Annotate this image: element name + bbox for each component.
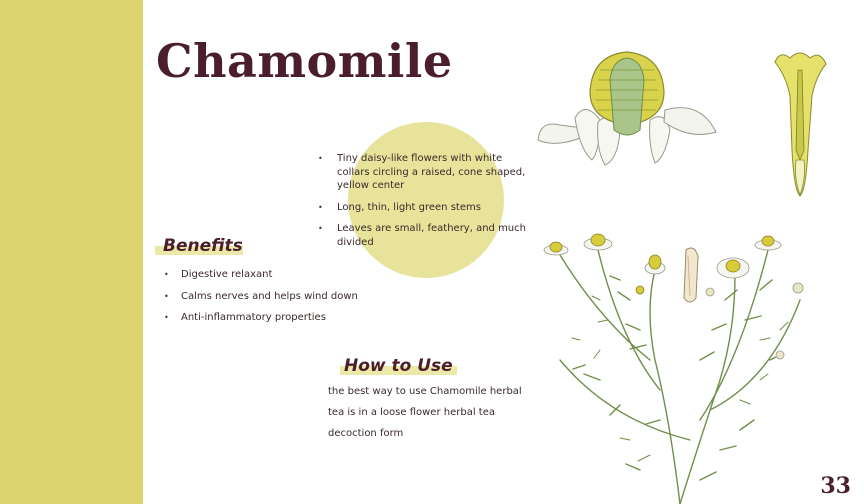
floret-cross-section-illustration — [775, 53, 826, 196]
list-item: • Long, thin, light green stems — [318, 201, 528, 215]
how-to-use-heading-label: How to Use — [344, 356, 453, 376]
seed-illustration — [684, 248, 698, 302]
list-item: • Anti-inflammatory properties — [164, 311, 358, 325]
benefits-heading-label: Benefits — [163, 236, 243, 256]
list-item: • Tiny daisy-like flowers with white collars circling a raised, cone shaped, yellow center — [318, 152, 528, 193]
chamomile-flowers-illustration — [544, 234, 803, 359]
page-number: 33 — [820, 473, 851, 499]
how-to-use-text: the best way to use Chamomile herbal tea is in a loose flower herbal tea decoction form — [328, 386, 522, 439]
list-item: • Calms nerves and helps wind down — [164, 290, 358, 304]
page-title: Chamomile — [156, 34, 453, 88]
flower-head-cross-section-illustration — [538, 52, 716, 165]
chamomile-plant-illustration — [560, 250, 800, 504]
list-item: • Digestive relaxant — [164, 268, 358, 282]
list-item: • Leaves are small, feathery, and much divided — [318, 222, 528, 249]
